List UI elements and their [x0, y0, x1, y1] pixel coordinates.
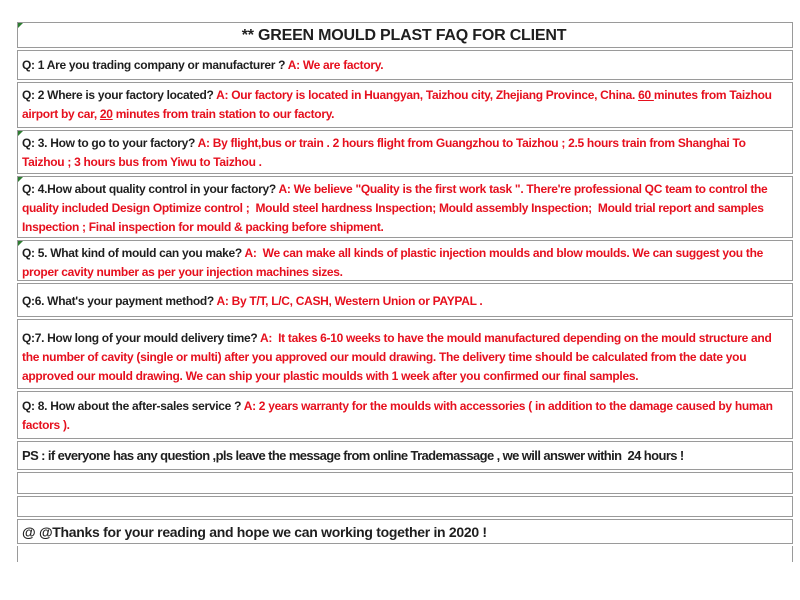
question-text: @ @Thanks for your reading and hope we can working together in 2020 !: [22, 524, 487, 540]
answer-text: A: We are factory.: [287, 58, 384, 72]
underlined-answer-text: 60: [638, 88, 654, 102]
question-text: Q: 4.How about quality control in your factory?: [22, 182, 279, 196]
answer-text: A: Our factory is located in Huangyan, Taizhou city, Zhejiang Province, China.: [216, 88, 639, 102]
answer-text: A: We can make all kinds of plastic injection moulds and blow moulds. We can suggest you the proper cavity number as per your injection machines sizes.: [22, 246, 767, 279]
faq-row-q6: [17, 283, 793, 317]
answer-text: A: We believe "Quality is the first work task ". There're professional QC team to control the quality included Design Optimize control ; Mould steel hardness Inspection; Mould assembly Inspection; Mould trial report and samples Inspection ; Final inspection for mould & packing before shipment.: [22, 182, 771, 234]
faq-row-q1: [17, 50, 793, 80]
empty-row: [17, 496, 793, 517]
answer-text: A: It takes 6-10 weeks to have the mould manufactured depending on the mould structure and the number of cavity (single or multi) after you approved our mould drawing. The delivery time should be calculated from the date you approved our mould drawing. We can ship your plastic moulds with 1 week after you confirmed our final samples.: [22, 331, 775, 383]
question-text: Q:6. What's your payment method?: [22, 294, 217, 308]
question-text: Q: 1 Are you trading company or manufacturer ?: [22, 58, 288, 72]
answer-text: minutes from Taizhou airport by car,: [22, 88, 775, 121]
faq-row-q8: [17, 391, 793, 439]
faq-row-q4: [17, 176, 793, 238]
question-text: Q: 5. What kind of mould can you make?: [22, 246, 245, 260]
ps-row: [17, 441, 793, 470]
question-text: PS : if everyone has any question ,pls leave the message from online Trademassage , we will answer within 24 hours !: [22, 448, 684, 463]
green-corner-marker-icon: [18, 23, 23, 28]
green-corner-marker-icon: [18, 131, 23, 136]
answer-text: minutes from train station to our factory.: [112, 107, 335, 121]
answer-text: A: By flight,bus or train . 2 hours flight from Guangzhou to Taizhou ; 2.5 hours train from Shanghai To Taizhou ; 3 hours bus from Yiwu to Taizhou .: [22, 136, 749, 169]
faq-row-q5: [17, 240, 793, 281]
faq-row-q2: [17, 82, 793, 128]
question-text: Q: 2 Where is your factory located?: [22, 88, 217, 102]
answer-text: A: By T/T, L/C, CASH, Western Union or PAYPAL .: [216, 294, 483, 308]
stub-row: [17, 546, 793, 562]
green-corner-marker-icon: [18, 177, 23, 182]
title-text: ** GREEN MOULD PLAST FAQ FOR CLIENT: [241, 27, 567, 44]
thanks-row: [17, 519, 793, 544]
faq-row-q3: [17, 130, 793, 174]
question-text: Q: 3. How to go to your factory?: [22, 136, 198, 150]
faq-sheet: [17, 22, 793, 562]
question-text: Q:7. How long of your mould delivery time?: [22, 331, 261, 345]
empty-row: [17, 472, 793, 494]
underlined-answer-text: 20: [99, 107, 113, 121]
answer-text: A: 2 years warranty for the moulds with accessories ( in addition to the damage caused by human factors ).: [22, 399, 776, 432]
title-row: [17, 22, 793, 48]
faq-row-q7: [17, 319, 793, 389]
green-corner-marker-icon: [18, 241, 23, 246]
question-text: Q: 8. How about the after-sales service ?: [22, 399, 244, 413]
